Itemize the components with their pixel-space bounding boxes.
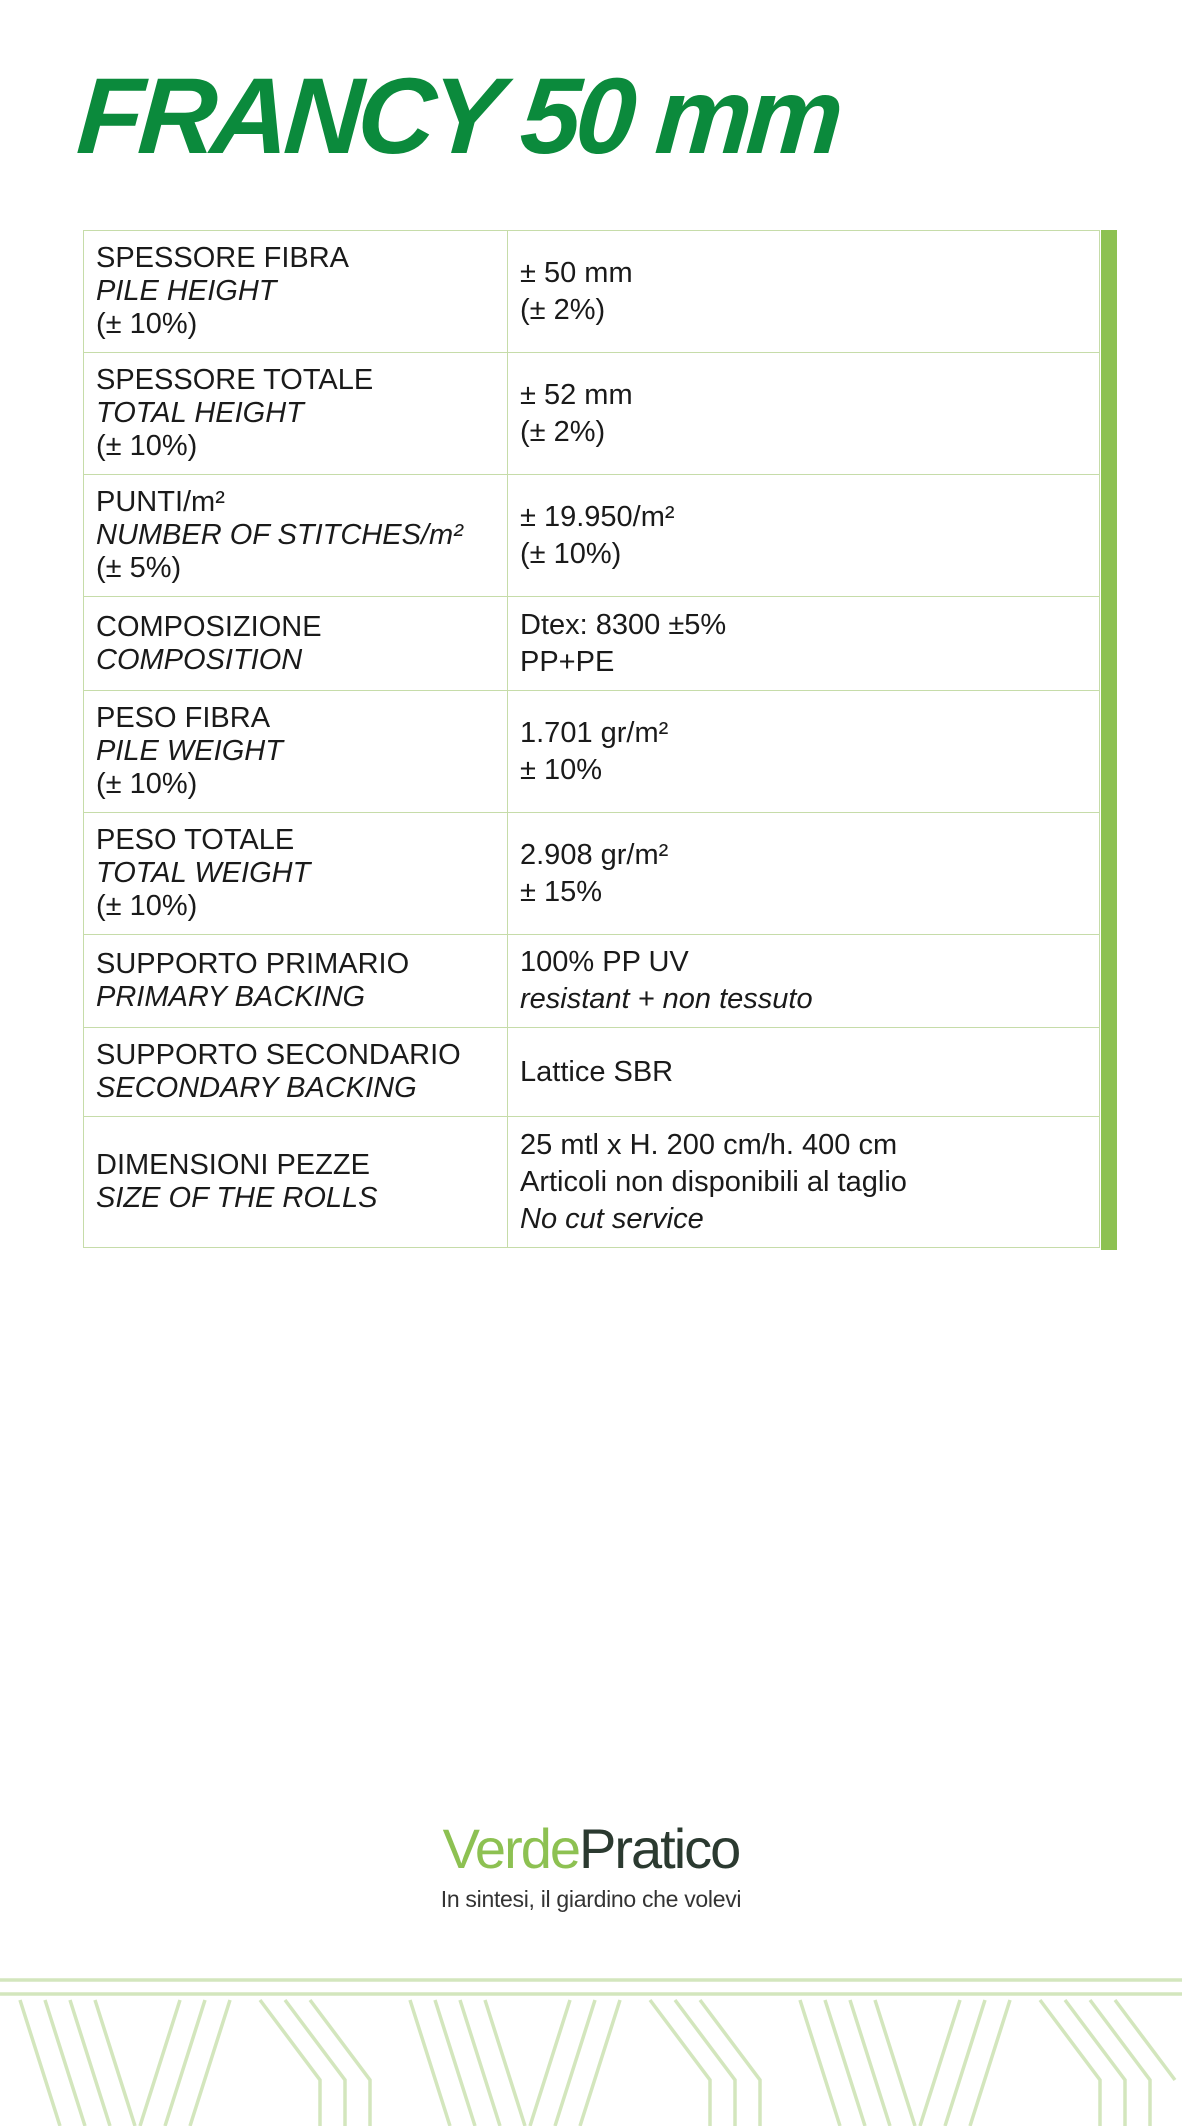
value-tolerance: (± 2%) xyxy=(520,293,606,326)
label-it: SUPPORTO PRIMARIO xyxy=(96,948,410,980)
label-it: SPESSORE FIBRA xyxy=(96,242,350,274)
spec-label xyxy=(84,353,508,475)
label-it: PESO FIBRA xyxy=(96,702,271,734)
label-tolerance: (± 10%) xyxy=(96,890,198,922)
spec-value xyxy=(508,353,1100,475)
table-row xyxy=(84,691,1100,813)
logo-wordmark xyxy=(0,1818,1182,1880)
label-en: TOTAL WEIGHT xyxy=(96,857,311,889)
spec-label xyxy=(84,813,508,935)
value-detail: PP+PE xyxy=(520,645,615,678)
spec-value xyxy=(508,597,1100,691)
label-en: PILE WEIGHT xyxy=(96,735,283,767)
label-en: SIZE OF THE ROLLS xyxy=(96,1182,378,1214)
logo-verde: Verde xyxy=(442,1817,580,1880)
spec-label xyxy=(84,231,508,353)
table-row xyxy=(84,1028,1100,1117)
value-tolerance: (± 2%) xyxy=(520,415,606,448)
value-main: Dtex: 8300 ±5% xyxy=(520,608,727,641)
label-tolerance: (± 10%) xyxy=(96,308,198,340)
value-tolerance: ± 15% xyxy=(520,875,603,908)
label-it: SPESSORE TOTALE xyxy=(96,364,374,396)
table-row xyxy=(84,597,1100,691)
label-en: PILE HEIGHT xyxy=(96,275,277,307)
spec-value xyxy=(508,935,1100,1028)
spec-label xyxy=(84,935,508,1028)
value-tolerance: ± 10% xyxy=(520,753,603,786)
spec-value xyxy=(508,231,1100,353)
accent-bar xyxy=(1101,230,1117,1250)
label-it: COMPOSIZIONE xyxy=(96,610,322,643)
table-row xyxy=(84,813,1100,935)
logo-tagline: In sintesi, il giardino che volevi xyxy=(440,1886,742,1912)
spec-value xyxy=(508,475,1100,597)
label-it: PESO TOTALE xyxy=(96,824,295,856)
label-it: DIMENSIONI PEZZE xyxy=(96,1149,370,1181)
decorative-grass-pattern xyxy=(0,1960,1182,2126)
value-note-en: No cut service xyxy=(520,1202,704,1235)
specs-table xyxy=(83,230,1100,1248)
spec-label xyxy=(84,597,508,691)
value-main: 25 mtl x H. 200 cm/h. 400 cm xyxy=(520,1128,898,1161)
value-note: Articoli non disponibili al taglio xyxy=(520,1165,907,1198)
spec-label xyxy=(84,691,508,813)
value-main: Lattice SBR xyxy=(520,1055,674,1088)
value-main: 1.701 gr/m² xyxy=(520,716,669,749)
spec-value xyxy=(508,813,1100,935)
spec-label xyxy=(84,1028,508,1117)
value-main: ± 19.950/m² xyxy=(520,500,675,533)
table-row xyxy=(84,1117,1100,1248)
label-en: TOTAL HEIGHT xyxy=(96,397,304,429)
label-tolerance: (± 10%) xyxy=(96,768,198,800)
table-row xyxy=(84,231,1100,353)
label-tolerance: (± 5%) xyxy=(96,552,182,584)
value-detail: resistant + non tessuto xyxy=(520,983,813,1015)
label-tolerance: (± 10%) xyxy=(96,430,198,462)
label-en: PRIMARY BACKING xyxy=(96,981,366,1013)
table-row xyxy=(84,935,1100,1028)
value-main: ± 52 mm xyxy=(520,378,633,411)
label-en: SECONDARY BACKING xyxy=(96,1072,417,1104)
label-en: NUMBER OF STITCHES/m² xyxy=(96,519,463,551)
table-row xyxy=(84,353,1100,475)
label-it: SUPPORTO SECONDARIO xyxy=(96,1039,461,1071)
label-it: PUNTI/m² xyxy=(96,486,225,518)
table-row xyxy=(84,475,1100,597)
value-main: 100% PP UV xyxy=(520,946,689,978)
brand-logo xyxy=(0,1818,1182,1913)
spec-value xyxy=(508,1117,1100,1248)
value-main: ± 50 mm xyxy=(520,256,633,289)
spec-label xyxy=(84,475,508,597)
value-main: 2.908 gr/m² xyxy=(520,838,669,871)
label-en: COMPOSITION xyxy=(96,643,303,676)
spec-value xyxy=(508,691,1100,813)
product-title: FRANCY 50 mm xyxy=(73,55,843,176)
value-tolerance: (± 10%) xyxy=(520,537,622,570)
logo-pratico: Pratico xyxy=(579,1817,740,1880)
spec-label xyxy=(84,1117,508,1248)
spec-value xyxy=(508,1028,1100,1117)
